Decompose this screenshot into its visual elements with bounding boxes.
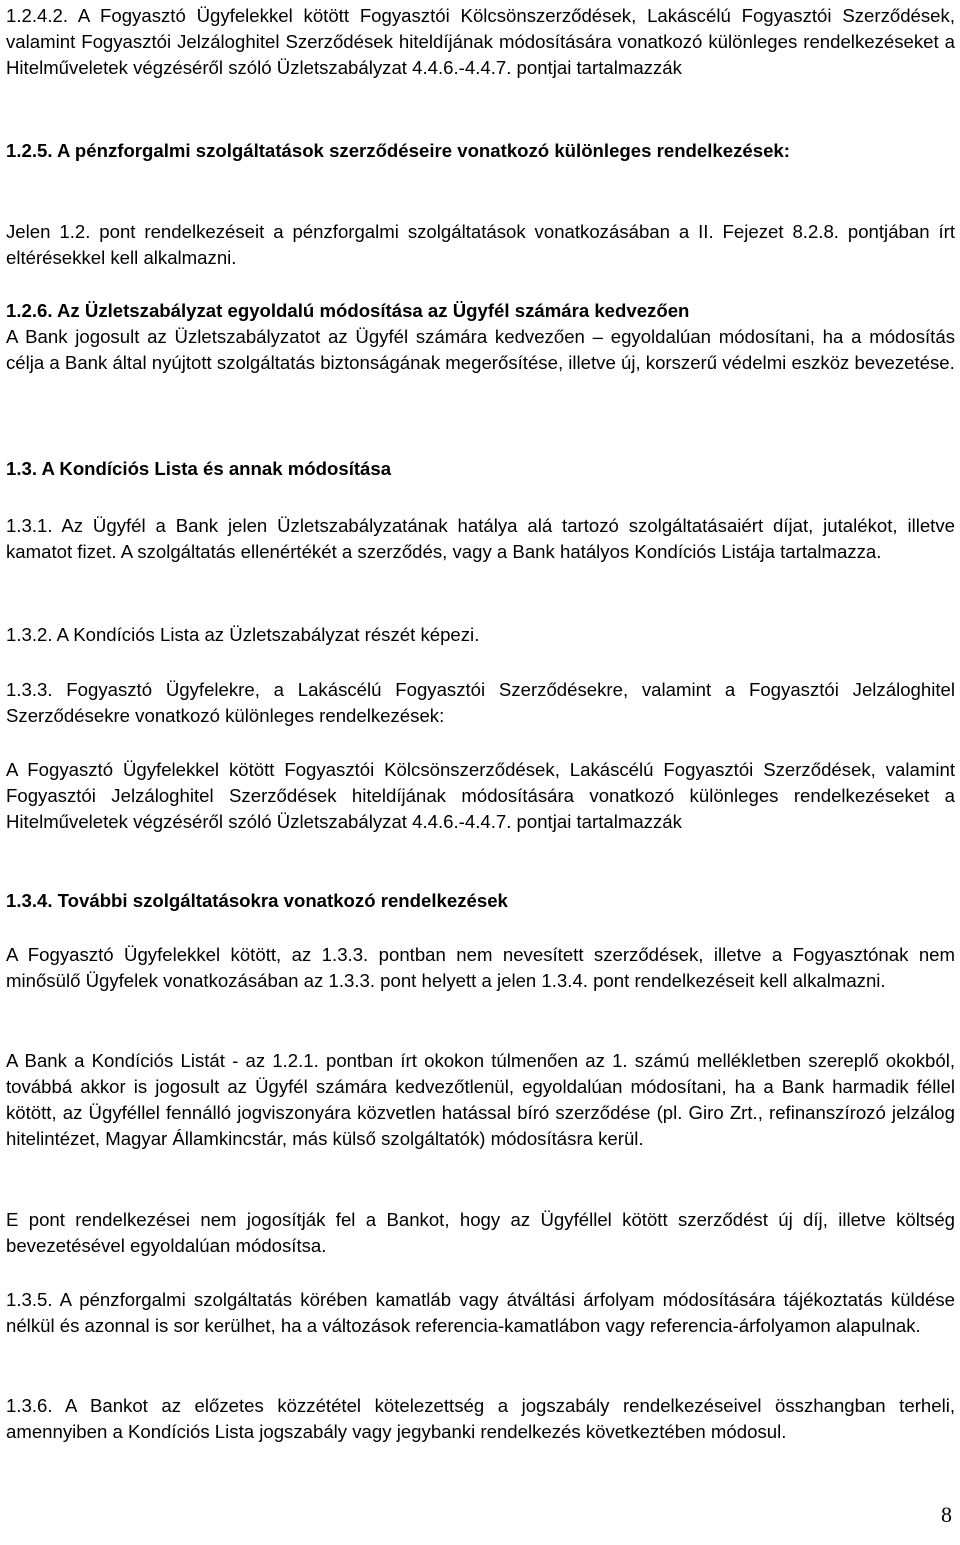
heading-1-3: 1.3. A Kondíciós Lista és annak módosítása [6,458,392,479]
paragraph-kondicios-lista-modositas: A Bank a Kondíciós Listát - az 1.2.1. pontban írt okokon túlmenően az 1. számú mellékletben szereplő okokból, továbbá akkor is jogosult az Ügyfél számára kedvezőtlenül, egyoldalúan módosítani, ha a Bank harmadik féllel kötött, az Ügyféllel fennálló jogviszonyára közvetlen hatással bíró szerződése (pl. Giro Zrt., refinanszírozó jelzálog hitelintézet, Magyar Államkincstár, más külső szolgáltatók) módosításra kerül. [6,1050,955,1149]
paragraph-1-2-4-2: 1.2.4.2. A Fogyasztó Ügyfelekkel kötött Fogyasztói Kölcsönszerződések, Lakáscélú Fogyasztói Szerződések, valamint Fogyasztói Jelzáloghitel Szerződések hiteldíjának módosítására vonatkozó különleges rendelkezéseket a Hitelműveletek végzéséről szóló Üzletszabályzat 4.4.6.-4.4.7. pontjai tartalmazzák [6,5,955,78]
heading-1-2-6: 1.2.6. Az Üzletszabályzat egyoldalú módosítása az Ügyfél számára kedvezően [6,300,690,321]
paragraph-fogyaszto-ugyfelekkel: A Fogyasztó Ügyfelekkel kötött Fogyasztói Kölcsönszerződések, Lakáscélú Fogyasztói Szerződések, valamint Fogyasztói Jelzáloghitel Szerződések hiteldíjának módosítására vonatkozó különleges rendelkezéseket a Hitelműveletek végzéséről szóló Üzletszabályzat 4.4.6.-4.4.7. pontjai tartalmazzák [6,759,955,832]
page-number: 8 [941,1502,952,1527]
paragraph-e-pont: E pont rendelkezései nem jogosítják fel a Bankot, hogy az Ügyféllel kötött szerződést új díj, illetve költség bevezetésével egyoldalúan módosítsa. [6,1209,955,1256]
paragraph-1-3-1: 1.3.1. Az Ügyfél a Bank jelen Üzletszabályzatának hatálya alá tartozó szolgáltatásaiért díjat, jutalékot, illetve kamatot fizet. A szolgáltatás ellenértékét a szerződés, vagy a Bank hatályos Kondíciós Listája tartalmazza. [6,515,955,562]
heading-1-2-5: 1.2.5. A pénzforgalmi szolgáltatások szerződéseire vonatkozó különleges rendelkezések: [6,140,790,161]
paragraph-jelen-1-2: Jelen 1.2. pont rendelkezéseit a pénzforgalmi szolgáltatások vonatkozásában a II. Fejezet 8.2.8. pontjában írt eltérésekkel kell alkalmazni. [6,221,955,268]
heading-1-3-4: 1.3.4. További szolgáltatásokra vonatkozó rendelkezések [6,890,508,911]
paragraph-1-3-5: 1.3.5. A pénzforgalmi szolgáltatás körében kamatláb vagy átváltási árfolyam módosítására tájékoztatás küldése nélkül és azonnal is sor kerülhet, ha a változások referencia-kamatlábon vagy referencia-árfolyamon alapulnak. [6,1289,955,1336]
paragraph-1-3-6: 1.3.6. A Bankot az előzetes közzététel kötelezettség a jogszabály rendelkezéseivel összhangban terheli, amennyiben a Kondíciós Lista jogszabály vagy jegybanki rendelkezés következtében módosul. [6,1395,955,1442]
paragraph-fogyaszto-nem-nevesitett: A Fogyasztó Ügyfelekkel kötött, az 1.3.3. pontban nem nevesített szerződések, illetve a Fogyasztónak nem minősülő Ügyfelek vonatkozásában az 1.3.3. pont helyett a jelen 1.3.4. pont rendelkezéseit kell alkalmazni. [6,944,955,991]
paragraph-1-3-2: 1.3.2. A Kondíciós Lista az Üzletszabályzat részét képezi. [6,624,480,645]
paragraph-1-3-3: 1.3.3. Fogyasztó Ügyfelekre, a Lakáscélú Fogyasztói Szerződésekre, valamint a Fogyasztói Jelzáloghitel Szerződésekre vonatkozó különleges rendelkezések: [6,679,955,726]
paragraph-bank-jogosult: A Bank jogosult az Üzletszabályzatot az Ügyfél számára kedvezően – egyoldalúan módosítani, ha a módosítás célja a Bank által nyújtott szolgáltatás biztonságának megerősítése, illetve új, korszerű védelmi eszköz bevezetése. [6,326,955,373]
